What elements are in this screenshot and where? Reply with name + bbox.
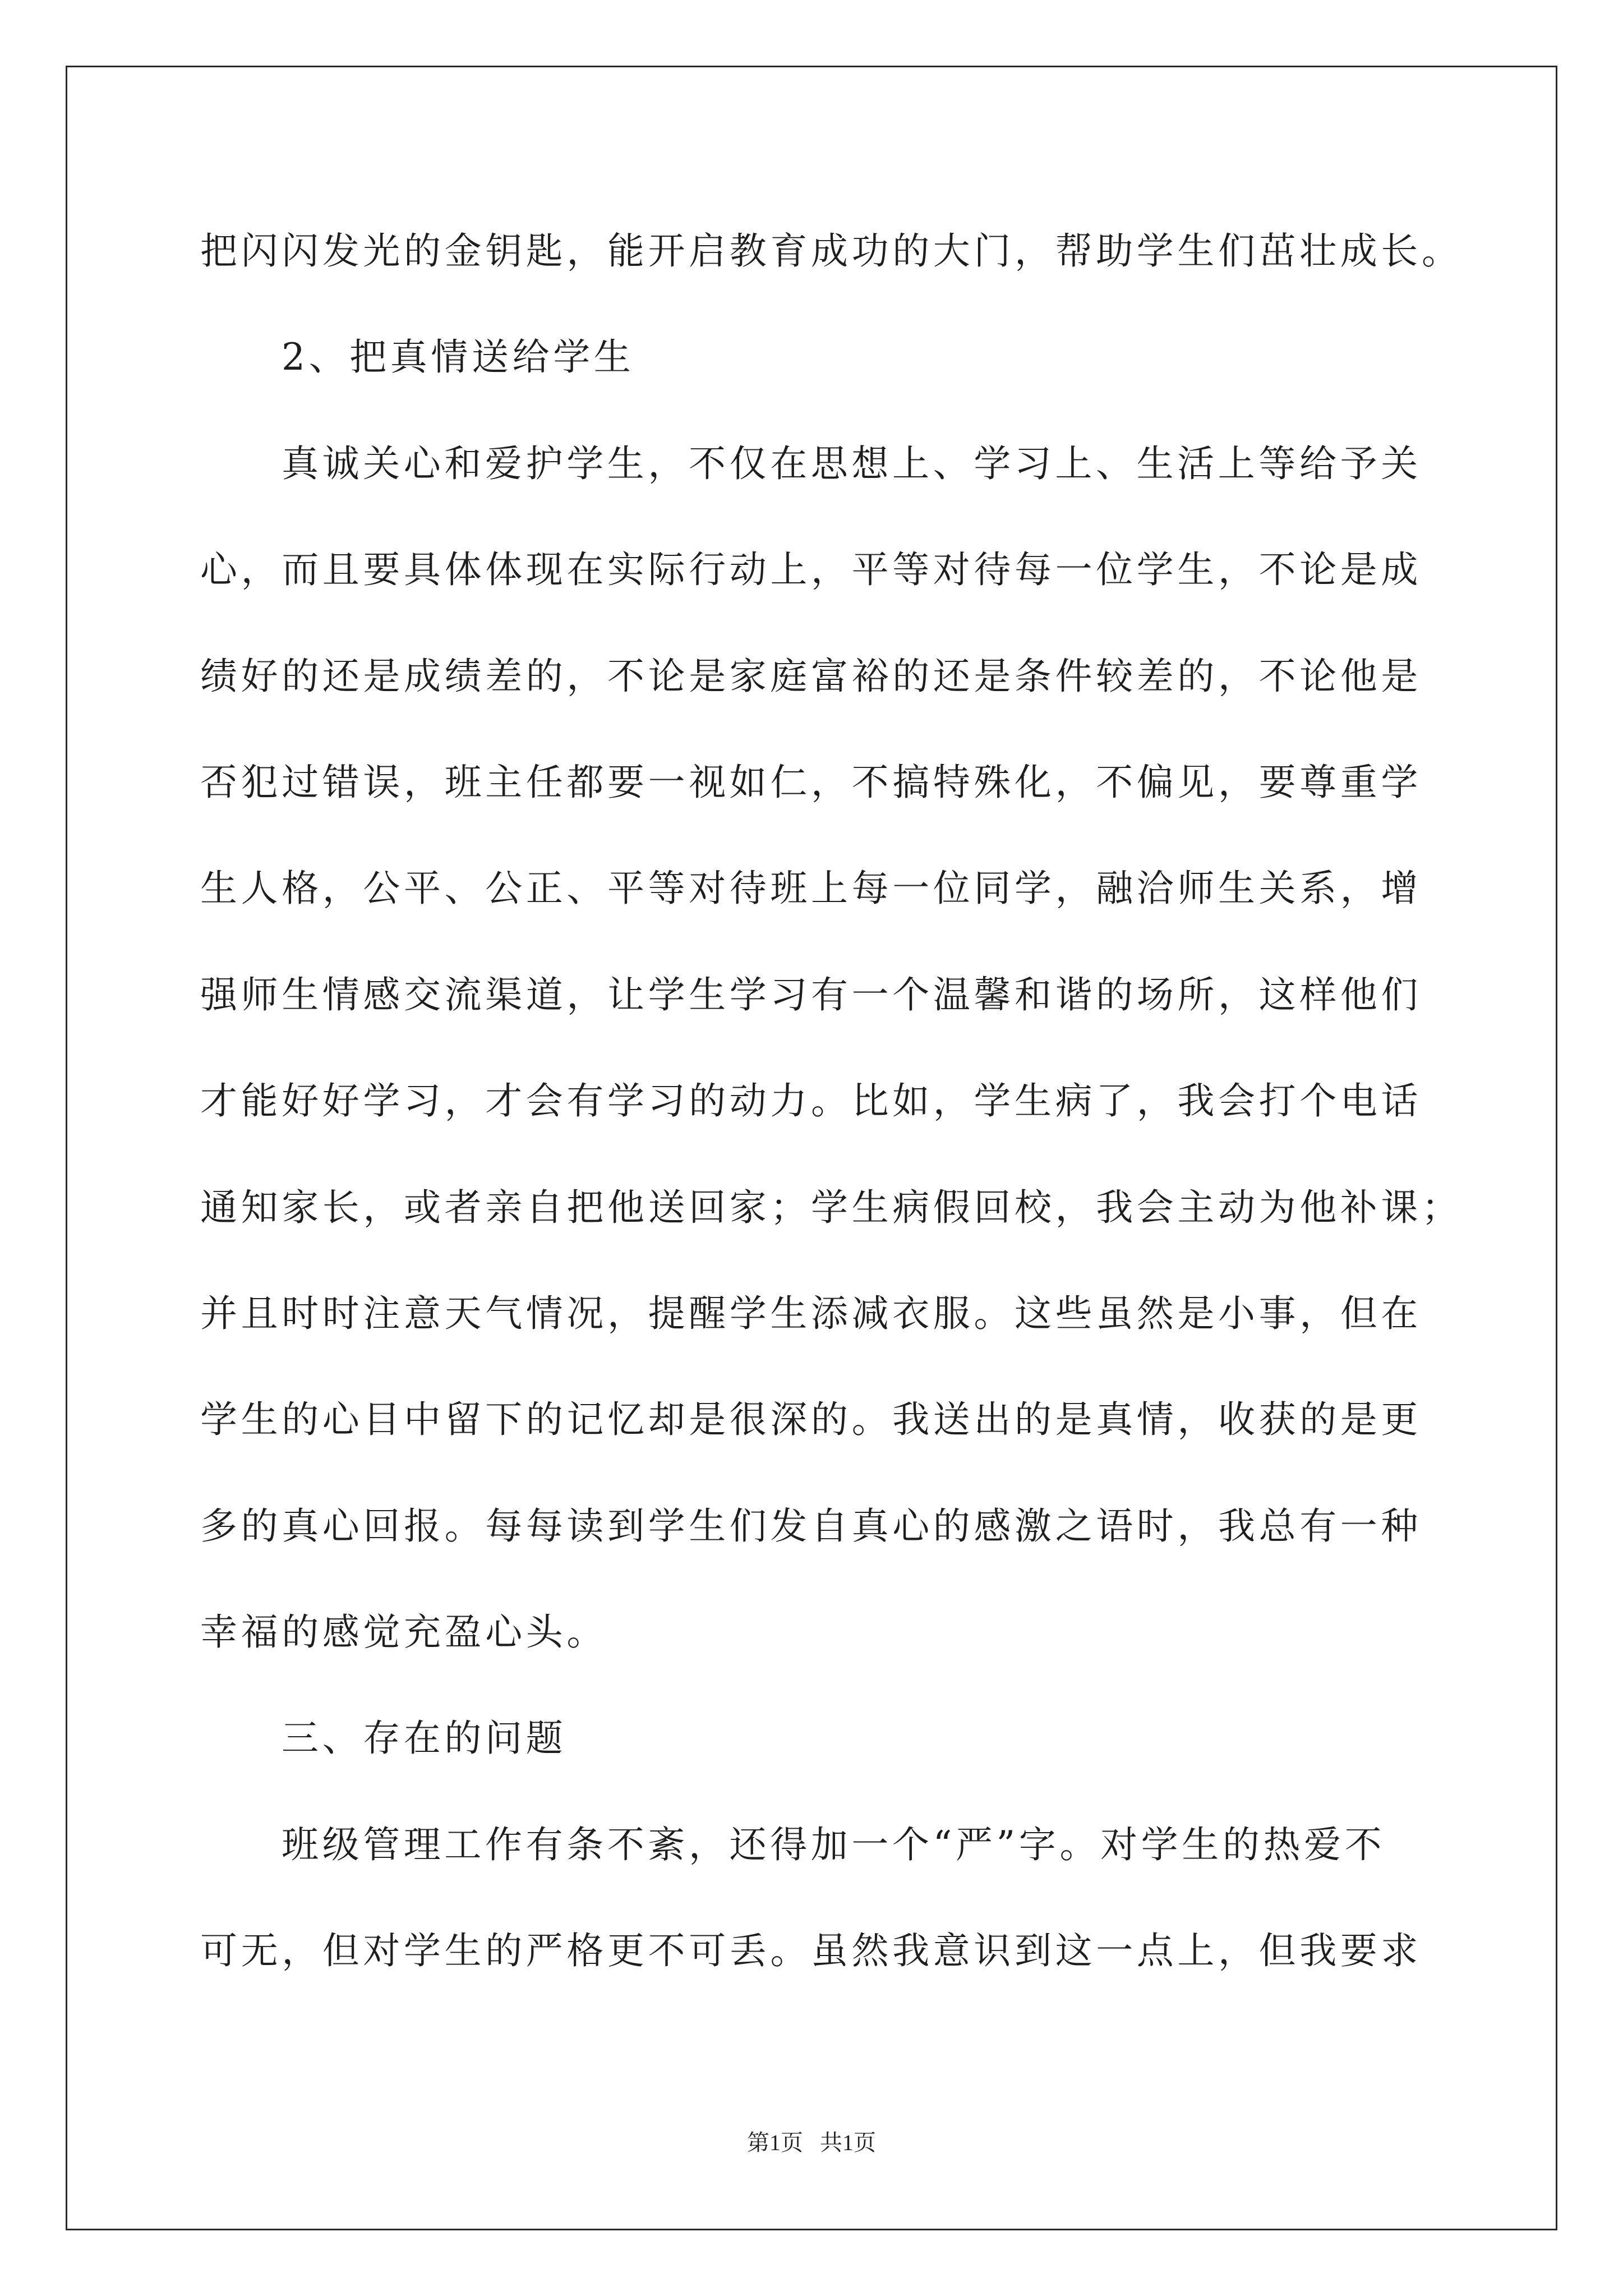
heading-text: 2、把真情送给学生	[282, 335, 635, 379]
paragraph-continuation	[200, 198, 1535, 304]
text-line: 真诚关心和爱护学生，不仅在思想上、学习上、生活上等给予关	[282, 441, 1422, 485]
text-line: 才能好好学习，才会有学习的动力。比如，学生病了，我会打个电话	[200, 1079, 1422, 1123]
text-line: 并且时时注意天气情况，提醒学生添减衣服。这些虽然是小事，但在	[200, 1291, 1422, 1335]
text-line: 多的真心回报。每每读到学生们发自真心的感激之语时，我总有一种	[200, 1504, 1422, 1548]
text-line: 学生的心目中留下的记忆却是很深的。我送出的是真情，收获的是更	[200, 1398, 1422, 1442]
text-line: 班级管理工作有条不紊，还得加一个“严”字。对学生的热爱不	[282, 1823, 1386, 1866]
text-line: 否犯过错误，班主任都要一视如仁，不搞特殊化，不偏见，要尊重学	[200, 760, 1422, 804]
text-line: 强师生情感交流渠道，让学生学习有一个温馨和谐的场所，这样他们	[200, 973, 1422, 1016]
text-line: 把闪闪发光的金钥匙，能开启教育成功的大门，帮助学生们茁壮成长。	[200, 229, 1463, 273]
page-footer: 第1页 共1页	[747, 2130, 876, 2155]
section-heading	[200, 1685, 1535, 1791]
text-line: 通知家长，或者亲自把他送回家；学生病假回校，我会主动为他补课；	[200, 1185, 1463, 1229]
document-body	[200, 198, 1535, 2004]
text-line: 可无，但对学生的严格更不可丢。虽然我意识到这一点上，但我要求	[200, 1929, 1422, 1973]
paragraph	[200, 1792, 1535, 2004]
text-line: 生人格，公平、公正、平等对待班上每一位同学，融洽师生关系，增	[200, 867, 1422, 910]
text-line: 幸福的感觉充盈心头。	[200, 1611, 607, 1654]
heading-text: 三、存在的问题	[282, 1717, 567, 1760]
paragraph	[200, 411, 1535, 1686]
section-heading	[200, 304, 1535, 410]
text-line: 绩好的还是成绩差的，不论是家庭富裕的还是条件较差的，不论他是	[200, 654, 1422, 698]
text-line: 心，而且要具体体现在实际行动上，平等对待每一位学生，不论是成	[200, 548, 1422, 592]
